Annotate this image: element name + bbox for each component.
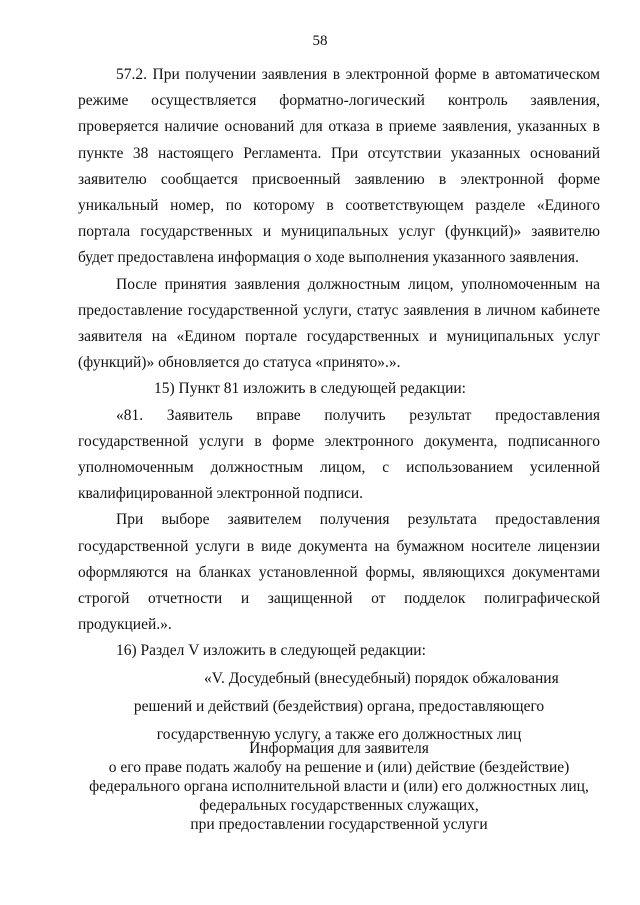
document-body [78, 62, 600, 749]
info-heading-line-2: о его праве подать жалобу на решение и (или) действие (бездействие) [108, 759, 570, 776]
item-16: 16) Раздел V изложить в следующей редакции: [116, 642, 426, 660]
paragraph-57-2: 57.2. При получении заявления в электронной форме в автоматическом режиме осуществляется форматно-логический контроль заявления, проверяется наличие оснований для отказа в приеме заявления, указанных в пункте 38 настоящего Регламента. При отсутствии указанных оснований заявителю сообщается присвоенный заявлению в электронной форме уникальный номер, по которому в соответствующем разделе «Единого портала государственных и муниципальных услуг (функций)» заявителю будет предоставлена информация о ходе выполнения указанного заявления. [78, 66, 600, 267]
paragraph-paper-choice: При выборе заявителем получения результата предоставления государственной услуги в виде документа на бумажном носителе лицензии оформляются на бланках установленной формы, являющихся документами строгой отчетности и защищенной от подделок полиграфической продукцией.». [78, 511, 600, 634]
info-heading-line-5: при предоставлении государственной услуги [190, 816, 488, 833]
item-15-text: Пункт 81 изложить в следующей редакции: [178, 380, 466, 398]
chapter-heading-line-3: государственную услугу, а также его должностных лиц [156, 725, 522, 743]
info-heading-line-1: Информация для заявителя [249, 740, 429, 757]
info-heading-line-3: федерального органа исполнительной власти и (или) его должностных лиц, [89, 778, 589, 795]
chapter-heading-line-1: «V. Досудебный (внесудебный) порядок обжалования [204, 669, 559, 687]
item-15 [78, 376, 600, 402]
item-15-number: 15) [154, 380, 175, 398]
info-heading-line-4: федеральных государственных служащих, [199, 797, 479, 814]
paragraph-status-update: После принятия заявления должностным лицом, уполномоченным на предоставление государственной услуги, статус заявления в личном кабинете заявителя на «Едином портале государственных и муниципальных услуг (функций)» обновляется до статуса «принято».». [78, 275, 600, 372]
paragraph-81: «81. Заявитель вправе получить результат предоставления государственной услуги в форме электронного документа, подписанного уполномоченным должностным лицом, с использованием усиленной квалифицированной электронной подписи. [78, 406, 600, 503]
chapter-heading [78, 665, 600, 749]
chapter-heading-line-2: решений и действий (бездействия) органа, предоставляющего [133, 697, 545, 715]
page-number: 58 [312, 33, 328, 49]
info-heading [78, 739, 600, 834]
